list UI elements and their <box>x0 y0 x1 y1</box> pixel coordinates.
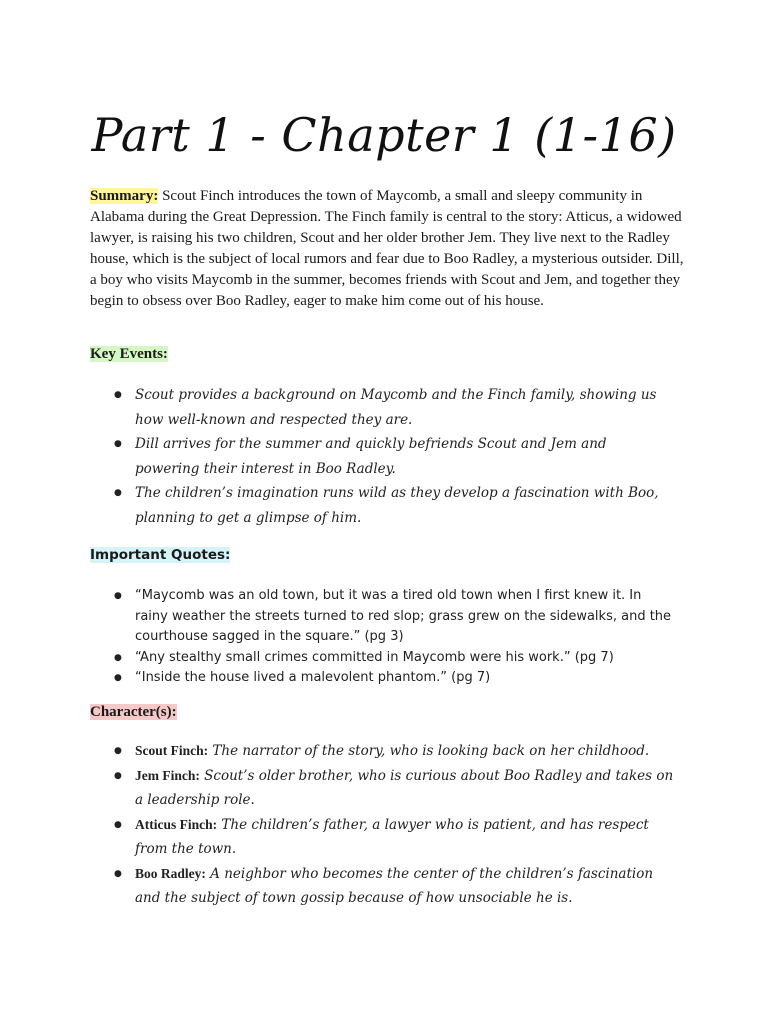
key-event-item: ● The children’s imagination runs wild as they develop a fascination with Boo, planning to get a glimpse of him. <box>114 481 674 530</box>
character-name: Boo Radley: <box>135 865 206 881</box>
character-name: Atticus Finch: <box>135 816 218 832</box>
character-description: A neighbor who becomes the center of the children’s fascination and the subject of town gossip because of how unsociable he is. <box>135 865 654 906</box>
characters-heading <box>90 704 177 721</box>
quote-item: ● “Any stealthy small crimes committed in Maycomb were his work.” (pg 7) <box>114 648 674 669</box>
page-title: Part 1 - Chapter 1 (1-16) <box>91 108 677 162</box>
summary-label: Summary: <box>90 188 159 204</box>
key-event-item: ● Scout provides a background on Maycomb and the Finch family, showing us how well-known and respected they are. <box>114 383 674 432</box>
key-events-heading <box>90 346 168 363</box>
character-description: Scout’s older brother, who is curious about Boo Radley and takes on a leadership role. <box>135 767 674 808</box>
character-item <box>114 764 674 813</box>
characters-heading-label: Character(s): <box>90 704 177 720</box>
key-events-list <box>114 383 674 530</box>
quote-item: ● “Inside the house lived a malevolent phantom.” (pg 7) <box>114 668 674 689</box>
summary-paragraph <box>90 186 690 312</box>
character-item <box>114 739 674 764</box>
characters-list <box>114 739 674 911</box>
character-item <box>114 862 674 911</box>
summary-text: Scout Finch introduces the town of Maycomb, a small and sleepy community in Alabama during the Great Depression. The Finch family is central to the story: Atticus, a widowed lawyer, is raising his two children, Scout and her older brother Jem. They live next to the Radley house, which is the subject of local rumors and fear due to Boo Radley, a mysterious outsider. Dill, a boy who visits Maycomb in the summer, becomes friends with Scout and Jem, and together they begin to obsess over Boo Radley, eager to make him come out of his house. <box>90 188 684 309</box>
quote-item: ● “Maycomb was an old town, but it was a tired old town when I first knew it. In rainy weather the streets turned to red slop; grass grew on the sidewalks, and the courthouse sagged in the square.” (pg 3) <box>114 586 674 648</box>
character-name: Jem Finch: <box>135 767 200 783</box>
quotes-heading-label: Important Quotes: <box>90 547 231 563</box>
key-event-item: ● Dill arrives for the summer and quickly befriends Scout and Jem and powering their interest in Boo Radley. <box>114 432 674 481</box>
character-item <box>114 813 674 862</box>
quotes-list <box>114 586 674 689</box>
character-description: The narrator of the story, who is looking back on her childhood. <box>208 743 650 759</box>
quotes-heading <box>90 547 230 564</box>
key-events-heading-label: Key Events: <box>90 346 168 362</box>
character-description: The children’s father, a lawyer who is patient, and has respect from the town. <box>135 816 649 857</box>
character-name: Scout Finch: <box>135 743 209 758</box>
